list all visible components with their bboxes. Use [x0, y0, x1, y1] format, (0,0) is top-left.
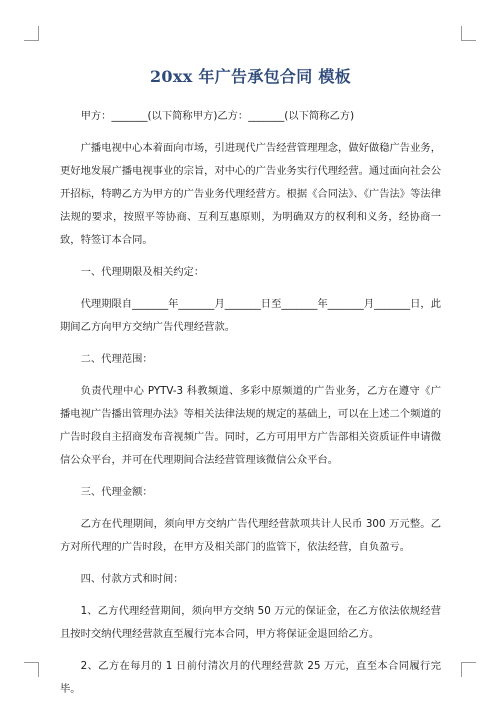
section-heading-term: 一、代理期限及相关约定：	[80, 266, 205, 278]
parties-line: 甲方：_______(以下简称甲方)乙方：_______(以下简称乙方)	[80, 110, 355, 122]
crop-mark-top-right	[461, 26, 476, 41]
payment-item-1: 1、乙方代理经营期间，须向甲方交纳 50 万元的保证金，在乙方依法依规经营且按时交纳代理经营款直至履行完本合同，甲方将保证金退回给乙方。	[60, 605, 441, 640]
crop-mark-bottom-left	[24, 662, 39, 677]
amount-paragraph: 乙方在代理期间，须向甲方交纳广告代理经营款项共计人民币 300 万元整。乙方对所代理的广告时段，在甲方及相关部门的监管下，依法经营，自负盈亏。	[60, 518, 441, 553]
document-page	[60, 60, 441, 701]
crop-mark-top-left	[24, 26, 39, 41]
section-heading-amount: 三、代理金额：	[80, 486, 153, 498]
section-heading-payment: 四、付款方式和时间：	[80, 573, 184, 585]
preamble-paragraph: 广播电视中心本着面向市场，引进现代广告经营管理理念，做好做稳广告业务，更好地发展广播电视事业的宗旨，对中心的广告业务实行代理经营。通过面向社会公开招标，特聘乙方为甲方的广告业务代理经营方。根据《合同法》、《广告法》等法律法规的要求，按照平等协商、互利互惠原则，为明确双方的权利和义务，经协商一致，特签订本合同。	[60, 142, 441, 246]
payment-item-2: 2、乙方在每月的 1 日前付清次月的代理经营款 25 万元，直至本合同履行完毕。	[60, 660, 441, 695]
section-heading-scope: 二、代理范围：	[80, 353, 153, 365]
document-title: 20xx 年广告承包合同 模板	[150, 67, 351, 86]
term-paragraph: 代理期限自_______年_______月_______日至_______年_______月_______日，此期间乙方向甲方交纳广告代理经营款。	[60, 298, 441, 333]
crop-mark-bottom-right	[461, 662, 476, 677]
scope-paragraph: 负责代理中心 PYTV-3 科教频道、多彩中原频道的广告业务，乙方在遵守《广播电视广告播出管理办法》等相关法律法规的规定的基础上，可以在上述二个频道的广告时段自主招商发布音视频广告。同时，乙方可用甲方广告部相关资质证件申请微信公众平台，并可在代理期间合法经营管理该微信公众平台。	[60, 385, 441, 466]
